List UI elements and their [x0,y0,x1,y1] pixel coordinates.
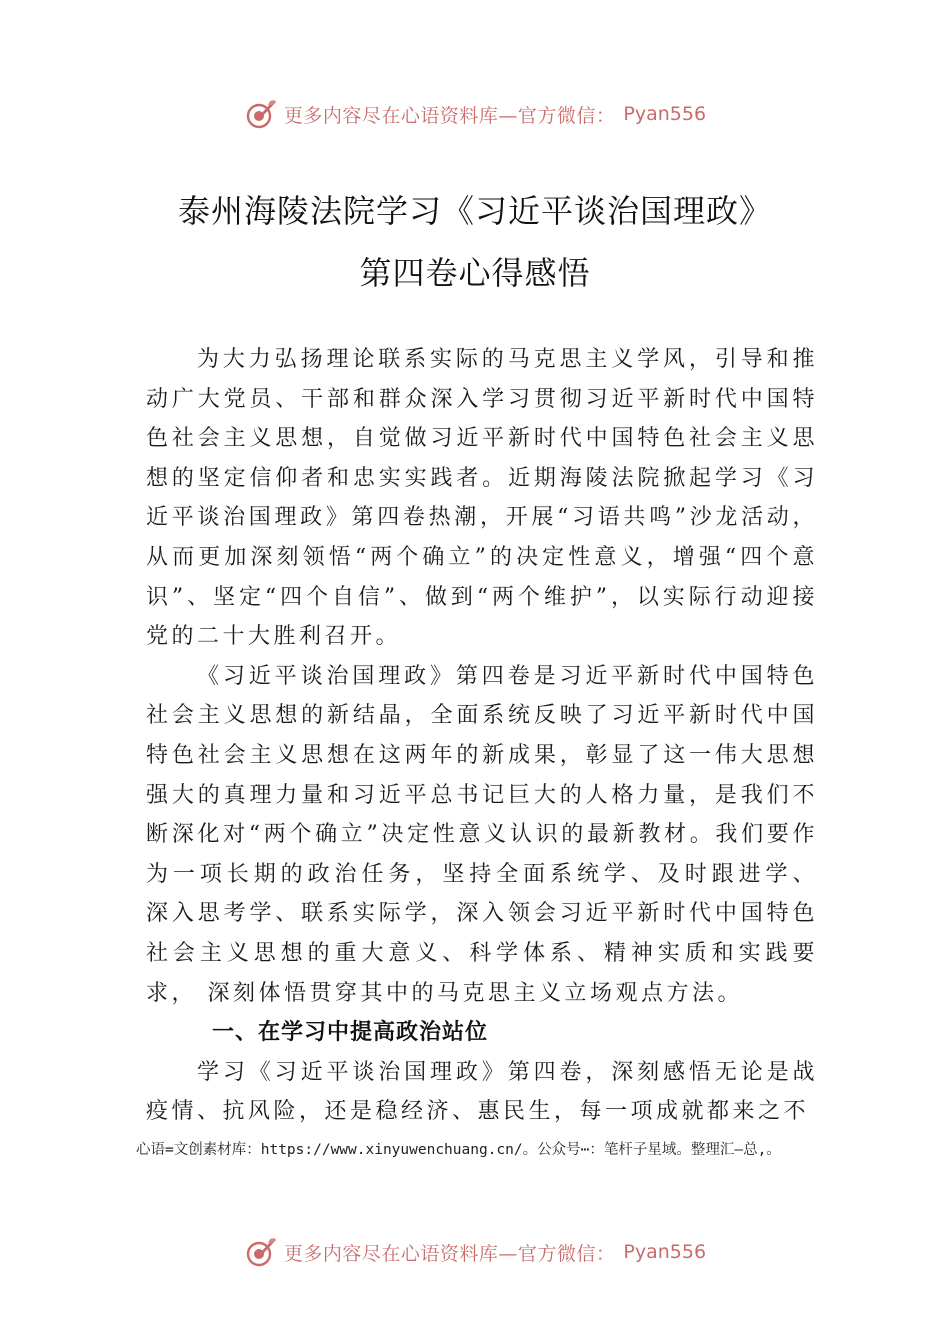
quill-seal-icon [244,97,278,131]
document-title-line-1: 泰州海陵法院学习《习近平谈治国理政》 [177,192,772,230]
header-watermark [244,97,706,131]
document-title-line-2: 第四卷心得感悟 [359,254,591,292]
watermark-text: 更多内容尽在心语资料库—官方微信： [283,104,616,127]
watermark-wechat-id: Pyan556 [623,1241,707,1263]
body-paragraph-2: 《习近平谈治国理政》第四卷是习近平新时代中国特色社会主义思想的新结晶，全面系统反映了习近平新时代中国特色社会主义思想在这两年的新成果，彰显了这一伟大思想强大的真理力量和习近平总书记巨大的人格力量，是我们不断深化对“两个确立”决定性意义认识的最新教材。我们要作为一项长期的政治任务，坚持全面系统学、及时跟进学、 深入思考学、联系实际学，深入领会习近平新时代中国特色社会主义思想的重大意义、科学体系、精神实质和实践要求， 深刻体悟贯穿其中的马克思主义立场观点方法。 [146,663,818,1006]
section-heading-1: 一、在学习中提高政治站位 [212,1020,489,1046]
body-paragraph-3: 学习《习近平谈治国理政》第四卷，深刻感悟无论是战疫情、抗风险，还是稳经济、惠民生，每一项成就都来之不 [146,1059,818,1125]
watermark-text: 更多内容尽在心语资料库—官方微信： [283,1242,616,1265]
watermark-wechat-id: Pyan556 [623,103,707,125]
footer-watermark-banner [0,1232,950,1272]
body-paragraph-1: 为大力弘扬理论联系实际的马克思主义学风，引导和推动广大党员、干部和群众深入学习贯彻习近平新时代中国特色社会主义思想，自觉做习近平新时代中国特色社会主义思想的坚定信仰者和忠实实践者。近期海陵法院掀起学习《习近平谈治国理政》第四卷热潮，开展“习语共鸣”沙龙活动，从而更加深刻领悟“两个确立”的决定性意义，增强“四个意识”、坚定“四个自信”、做到“两个维护”，以实际行动迎接党的二十大胜利召开。 [146,347,818,650]
source-footnote: 心语=文创素材库：https://www.xinyuwenchuang.cn/。公众号⋯：笔杆子星域。整理汇—总,。 [136,1142,781,1158]
document-body [146,340,818,1132]
footer-watermark [244,1235,706,1269]
quill-seal-icon [244,1235,278,1269]
header-watermark-banner [0,94,950,134]
